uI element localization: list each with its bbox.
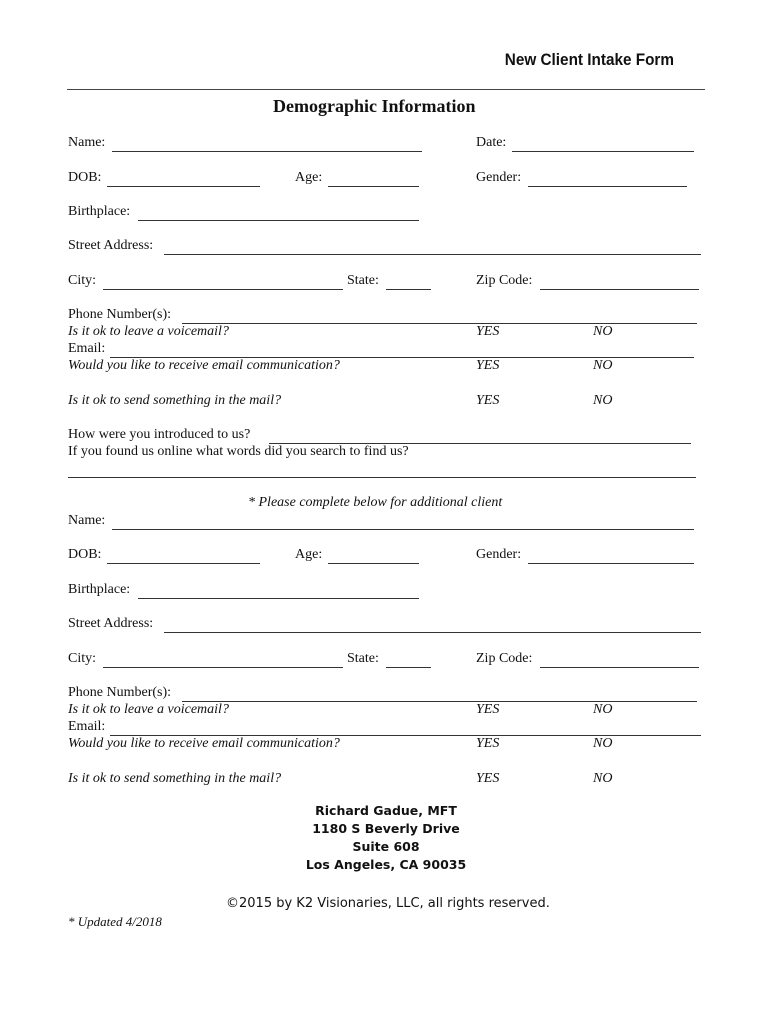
gender-field[interactable] xyxy=(528,185,687,187)
date-label: Date: xyxy=(476,135,507,150)
mail-yes-2[interactable]: YES xyxy=(476,771,500,786)
practice-address xyxy=(236,802,536,874)
birthplace-field-2[interactable] xyxy=(138,597,419,599)
phone-label-2: Phone Number(s): xyxy=(68,685,172,700)
email-yes-2[interactable]: YES xyxy=(476,736,500,751)
age-field-2[interactable] xyxy=(328,562,419,564)
mail-yes[interactable]: YES xyxy=(476,393,500,408)
age-field[interactable] xyxy=(328,185,419,187)
city-label: City: xyxy=(68,273,97,288)
gender-label-2: Gender: xyxy=(476,547,522,562)
mail-no[interactable]: NO xyxy=(593,393,613,408)
email-no[interactable]: NO xyxy=(593,358,613,373)
voicemail-yes-2[interactable]: YES xyxy=(476,702,500,717)
email-label-2: Email: xyxy=(68,719,106,734)
state-field[interactable] xyxy=(386,288,431,290)
phone-field-2[interactable] xyxy=(182,700,697,702)
email-question-2: Would you like to receive email communication? xyxy=(68,736,340,751)
dob-label-2: DOB: xyxy=(68,547,102,562)
zip-label: Zip Code: xyxy=(476,273,533,288)
name-label: Name: xyxy=(68,135,106,150)
dob-field-2[interactable] xyxy=(107,562,260,564)
practice-city: Los Angeles, CA 90035 xyxy=(305,857,467,872)
voicemail-question: Is it ok to leave a voicemail? xyxy=(68,324,229,339)
copyright: ©2015 by K2 Visionaries, LLC, all rights reserved. xyxy=(226,896,550,911)
street-field[interactable] xyxy=(164,253,701,255)
city-field-2[interactable] xyxy=(103,666,343,668)
city-field[interactable] xyxy=(103,288,343,290)
form-title: New Client Intake Form xyxy=(504,50,674,69)
birthplace-field[interactable] xyxy=(138,219,419,221)
search-question: If you found us online what words did you search to find us? xyxy=(68,444,409,459)
mail-no-2[interactable]: NO xyxy=(593,771,613,786)
street-label-2: Street Address: xyxy=(68,616,154,631)
gender-field-2[interactable] xyxy=(528,562,694,564)
zip-label-2: Zip Code: xyxy=(476,651,533,666)
street-field-2[interactable] xyxy=(164,631,701,633)
voicemail-question-2: Is it ok to leave a voicemail? xyxy=(68,702,229,717)
email-label: Email: xyxy=(68,341,106,356)
birthplace-label-2: Birthplace: xyxy=(68,582,131,597)
gender-label: Gender: xyxy=(476,170,522,185)
email-yes[interactable]: YES xyxy=(476,358,500,373)
zip-field[interactable] xyxy=(540,288,699,290)
street-label: Street Address: xyxy=(68,238,154,253)
practice-name: Richard Gadue, MFT xyxy=(315,803,457,818)
practice-street: 1180 S Beverly Drive xyxy=(312,821,460,836)
dob-label: DOB: xyxy=(68,170,102,185)
introduced-question: How were you introduced to us? xyxy=(68,427,251,442)
date-field[interactable] xyxy=(512,150,694,152)
section-title: Demographic Information xyxy=(273,96,476,116)
name-label-2: Name: xyxy=(68,513,106,528)
updated-note: * Updated 4/2018 xyxy=(68,914,162,929)
additional-client-note: * Please complete below for additional client xyxy=(248,495,503,510)
name-field-2[interactable] xyxy=(112,528,694,530)
voicemail-no-2[interactable]: NO xyxy=(593,702,613,717)
voicemail-no[interactable]: NO xyxy=(593,324,613,339)
state-label: State: xyxy=(347,273,379,288)
mail-question-2: Is it ok to send something in the mail? xyxy=(68,771,282,786)
mail-question: Is it ok to send something in the mail? xyxy=(68,393,282,408)
age-label: Age: xyxy=(295,170,323,185)
email-question: Would you like to receive email communication? xyxy=(68,358,340,373)
phone-label: Phone Number(s): xyxy=(68,307,172,322)
practice-suite: Suite 608 xyxy=(352,839,420,854)
state-field-2[interactable] xyxy=(386,666,431,668)
birthplace-label: Birthplace: xyxy=(68,204,131,219)
city-label-2: City: xyxy=(68,651,97,666)
dob-field[interactable] xyxy=(107,185,260,187)
age-label-2: Age: xyxy=(295,547,323,562)
search-field[interactable] xyxy=(68,476,696,478)
header-rule xyxy=(67,89,705,90)
voicemail-yes[interactable]: YES xyxy=(476,324,500,339)
zip-field-2[interactable] xyxy=(540,666,699,668)
phone-field[interactable] xyxy=(182,322,697,324)
email-no-2[interactable]: NO xyxy=(593,736,613,751)
state-label-2: State: xyxy=(347,651,379,666)
name-field[interactable] xyxy=(112,150,422,152)
